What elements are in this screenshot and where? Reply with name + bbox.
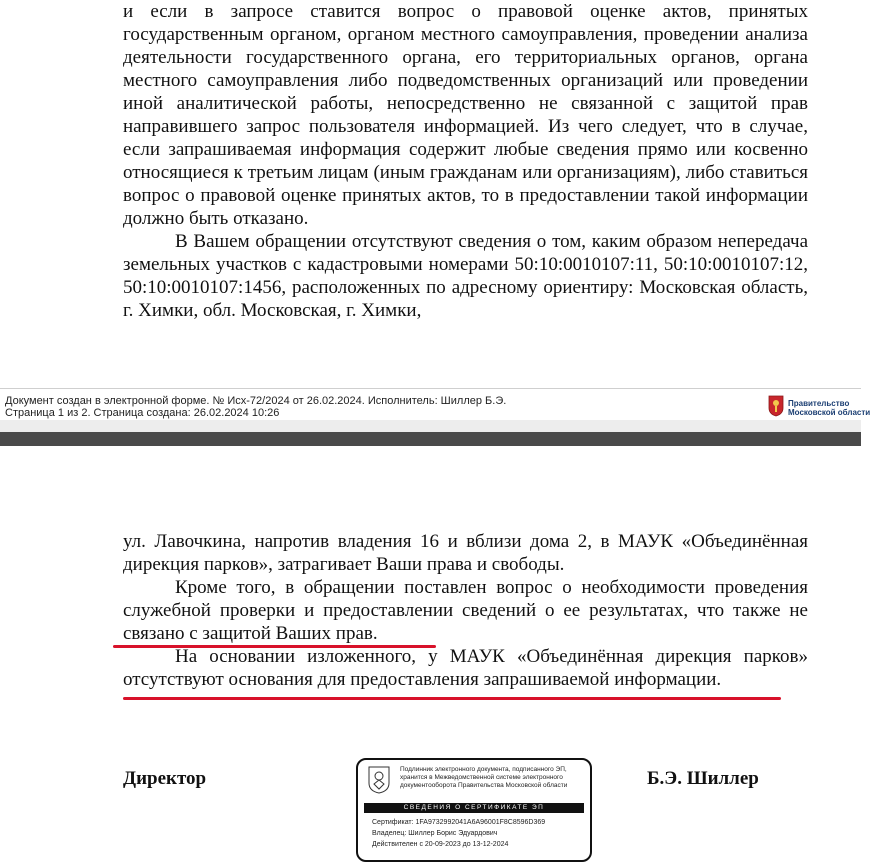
- stamp-certificate: Сертификат: 1FA9732992041A6A96001F8C8596D369: [372, 819, 546, 826]
- stamp-owner: Владелец: Шиллер Борис Эдуардович: [372, 830, 498, 837]
- paragraph-no-information: В Вашем обращении отсутствуют сведения о том, каким образом непередача земельных участков с кадастровыми номерами 50:10:0010107:11, 50:10:0010107:12, 50:10:0010107:1456, расположенных по адресному ориентиру: Московская область, г. Химки, обл. Московская, г. Химки,: [123, 231, 808, 321]
- footer-page-info: Страница 1 из 2. Страница создана: 26.02.2024 10:26: [5, 407, 280, 419]
- red-underline-2: [123, 697, 781, 700]
- signature-name: Б.Э. Шиллер: [647, 768, 759, 789]
- paragraph-address: ул. Лавочкина, напротив владения 16 и вблизи дома 2, в МАУК «Объединённая дирекция парков», затрагивает Ваши права и свободы.: [123, 531, 808, 575]
- government-logo: [761, 395, 870, 419]
- stamp-valid: Действителен с 20-09-2023 до 13-12-2024: [372, 841, 509, 848]
- red-underline-1: [113, 645, 436, 648]
- coat-of-arms-icon: [368, 766, 390, 794]
- coat-of-arms-icon: [768, 395, 784, 417]
- page-separator-dark: [0, 432, 861, 446]
- electronic-signature-stamp: [356, 758, 592, 862]
- page1-text: [123, 0, 808, 322]
- page-footer: [0, 388, 870, 421]
- page2-text: [123, 530, 808, 691]
- paragraph-continuation: и если в запросе ставится вопрос о правовой оценке актов, принятых государственным органом, органом местного самоуправления, проведении анализа деятельности государственного органа, его территориальных органов, органа местного самоуправления либо подведомственных организаций или проведении иной аналитической работы, непосредственно не связанной с защитой прав направившего запрос пользователя информацией. Из чего следует, что в случае, если запрашиваемая информация содержит любые сведения прямо или косвенно относящиеся к третьим лицам (иным гражданам или организациям), либо ставиться вопрос о правовой оценке принятых актов, то в предоставлении такой информации должно быть отказано.: [123, 1, 808, 229]
- stamp-certificate-bar: СВЕДЕНИЯ О СЕРТИФИКАТЕ ЭП: [364, 803, 584, 813]
- footer-document-info: Документ создан в электронной форме. № Исх-72/2024 от 26.02.2024. Исполнитель: Шиллер Б.Э.: [5, 395, 507, 407]
- government-logo-text: Правительство Московской области: [788, 399, 870, 417]
- page-separator: [0, 420, 861, 432]
- signature-position: Директор: [123, 768, 207, 789]
- document-page-1: [0, 0, 861, 388]
- paragraph-inspection: Кроме того, в обращении поставлен вопрос о необходимости проведения служебной проверки и предоставлении сведений о ее результатах, что также не связано с защитой Ваших прав.: [123, 577, 808, 644]
- paragraph-conclusion: На основании изложенного, у МАУК «Объединённая дирекция парков» отсутствуют основания для предоставления запрашиваемой информации.: [123, 646, 808, 690]
- stamp-header: Подлинник электронного документа, подписанного ЭП, хранится в Межведомственной системе электронного документооборота Правительства Московской области: [400, 766, 568, 789]
